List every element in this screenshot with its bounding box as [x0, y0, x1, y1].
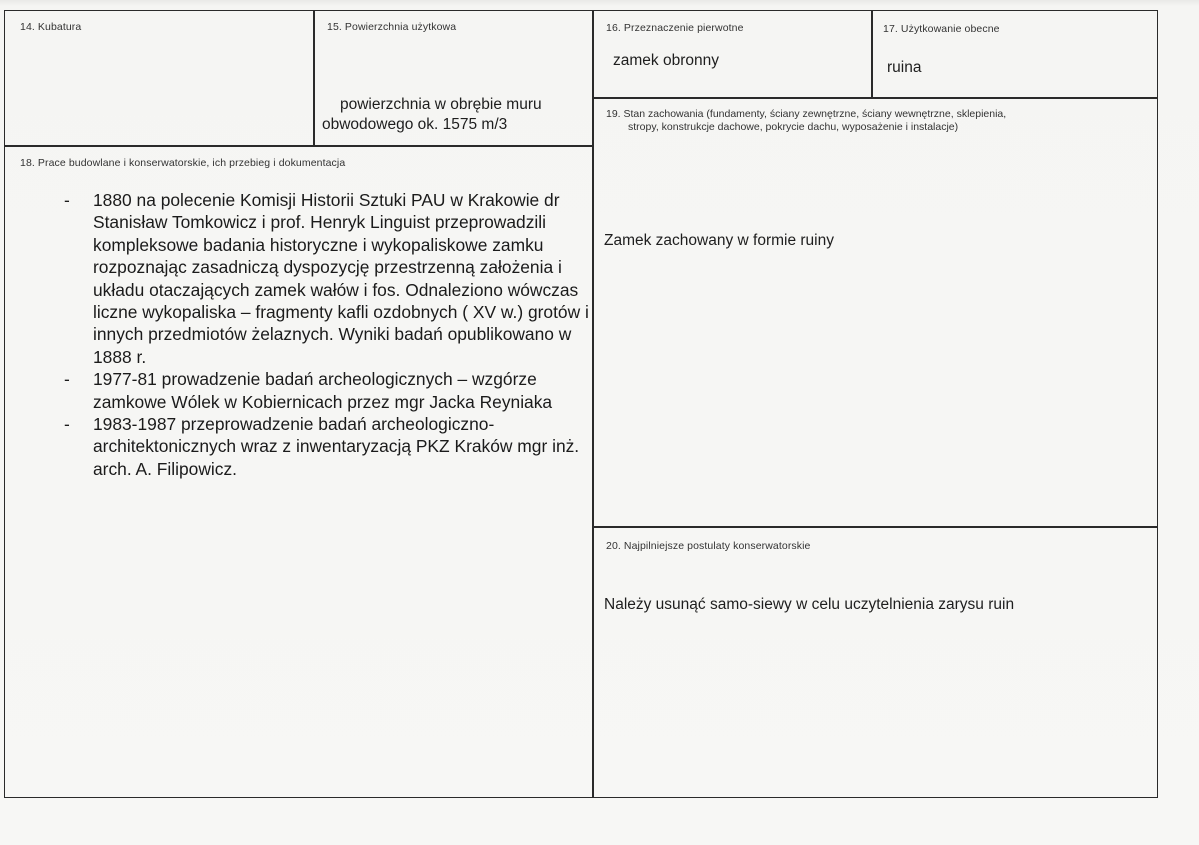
preservation-state-value: Zamek zachowany w formie ruiny [604, 232, 834, 249]
construction-works-label: 18. Prace budowlane i konserwatorskie, ich przebieg i dokumentacja [20, 157, 346, 169]
divider-h-19-20 [592, 526, 1158, 528]
original-purpose-value: zamek obronny [613, 52, 719, 69]
works-item-1977: - 1977-81 prowadzenie badań archeologicznych – wzgórze zamkowe Wólek w Kobiernicach przez mgr Jacka Reyniaka [64, 368, 594, 413]
preservation-state-label-line2: stropy, konstrukcje dachowe, pokrycie dachu, wyposażenie i instalacje) [628, 121, 959, 133]
conservation-postulates-value: Należy usunąć samo-siewy w celu uczytelnienia zarysu ruin [604, 596, 1015, 613]
usable-area-label: 15. Powierzchnia użytkowa [327, 21, 457, 33]
current-use-label: 17. Użytkowanie obecne [883, 23, 1000, 35]
divider-h-top-right [592, 97, 1158, 99]
preservation-state-label-line1: 19. Stan zachowania (fundamenty, ściany zewnętrzne, ściany wewnętrzne, sklepienia, [606, 108, 1007, 120]
usable-area-value-line1: powierzchnia w obrębie muru [340, 96, 542, 113]
works-item-1983: - 1983-1987 przeprowadzenie badań archeologiczno-architektonicznych wraz z inwentaryzacją PKZ Kraków mgr inż. arch. A. Filipowicz. [64, 413, 594, 480]
conservation-postulates-label: 20. Najpilniejsze postulaty konserwatorskie [606, 540, 811, 552]
divider-h-top-left [4, 145, 593, 147]
preservation-state-label [606, 108, 1006, 134]
kubatura-label: 14. Kubatura [20, 21, 82, 33]
divider-v-14-15 [313, 10, 315, 145]
usable-area-value-line2: obwodowego ok. 1575 m/3 [322, 116, 508, 133]
construction-works-list [64, 189, 594, 480]
works-item-1880: - 1880 na polecenie Komisji Historii Sztuki PAU w Krakowie dr Stanisław Tomkowicz i prof. Henryk Linguist przeprowadzili kompleksowe badania historyczne i wykopaliskowe zamku rozpoznając zasadniczą dyspozycję przestrzenną założenia i układu otaczających zamek wałów i fos. Odnaleziono wówczas liczne wykopaliska – fragmenty kafli ozdobnych ( XV w.) grotów i innych przedmiotów żelaznych. Wyniki badań opublikowano w 1888 r. [64, 189, 594, 368]
current-use-value: ruina [887, 59, 922, 76]
divider-v-16-17 [871, 10, 873, 97]
original-purpose-label: 16. Przeznaczenie pierwotne [606, 22, 744, 34]
